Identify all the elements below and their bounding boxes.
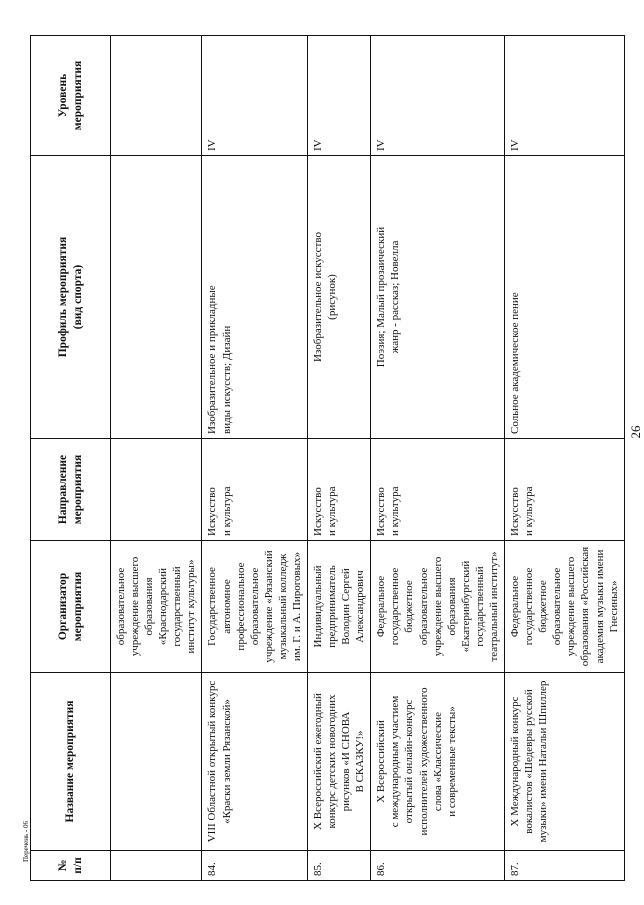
row-name: [111, 673, 202, 851]
row-organizer: Федеральное государственное бюджетное образовательное учреждение высшего образования «Российская академия музыки имени Гнесиных»: [505, 541, 625, 673]
row-direction: Искусство и культура: [371, 439, 505, 541]
row-num: 87.: [505, 851, 625, 881]
row-direction: [111, 439, 202, 541]
rotated-table-container: [30, 36, 620, 881]
table-row: [505, 36, 625, 881]
row-level: IV: [202, 36, 308, 156]
row-organizer: Государственное автономное профессиональное образовательное учреждение «Рязанский музыкальный колледж им. Г. и А. Пироговых»: [202, 541, 308, 673]
table-header-row: [31, 36, 111, 881]
header-num: № п/п: [31, 851, 111, 881]
header-direction: Направление мероприятия: [31, 439, 111, 541]
row-profile: Изобразительное искусство (рисунок): [308, 156, 371, 439]
row-level: IV: [371, 36, 505, 156]
header-name: Название мероприятия: [31, 673, 111, 851]
header-level: Уровень мероприятия: [31, 36, 111, 156]
row-name: X Всероссийский с международным участием открытый онлайн-конкурс исполнителей художественного слова «Классические и современные тексты»: [371, 673, 505, 851]
row-profile: Поэзия; Малый прозаический жанр - рассказ; Новелла: [371, 156, 505, 439]
table-row: [202, 36, 308, 881]
row-num: 86.: [371, 851, 505, 881]
row-organizer: Федеральное государственное бюджетное образовательное учреждение высшего образования «Екатеринбургский государственный театральный институт»: [371, 541, 505, 673]
header-profile: Профиль мероприятия (вид спорта): [31, 156, 111, 439]
row-num: 85.: [308, 851, 371, 881]
row-organizer: образовательное учреждение высшего образования «Краснодарский государственный институт культуры»: [111, 541, 202, 673]
row-profile: Изобразительное и прикладные виды искусств; Дизайн: [202, 156, 308, 439]
row-level: IV: [308, 36, 371, 156]
events-table: [30, 35, 625, 881]
row-profile: Сольное академическое пение: [505, 156, 625, 439]
page-number: 26: [628, 425, 643, 439]
row-profile: [111, 156, 202, 439]
footer-note: Перечень - 06: [22, 821, 30, 862]
table-row: [308, 36, 371, 881]
row-name: VIII Областной открытый конкурс «Краски земли Рязанской»: [202, 673, 308, 851]
row-direction: Искусство и культура: [308, 439, 371, 541]
row-level: [111, 36, 202, 156]
row-direction: Искусство и культура: [202, 439, 308, 541]
row-organizer: Индивидуальный предприниматель Володин Сергей Александрович: [308, 541, 371, 673]
row-name: X Международный конкурс вокалистов «Шедевры русской музыки» имени Натальи Шпиллер: [505, 673, 625, 851]
row-num: 84.: [202, 851, 308, 881]
header-organizer: Организатор мероприятия: [31, 541, 111, 673]
row-direction: Искусство и культура: [505, 439, 625, 541]
table-row: [111, 36, 202, 881]
row-num: [111, 851, 202, 881]
row-level: IV: [505, 36, 625, 156]
row-name: X Всероссийский ежегодный конкурс детских новогодних рисунков «И СНОВА В СКАЗКУ!»: [308, 673, 371, 851]
table-row: [371, 36, 505, 881]
